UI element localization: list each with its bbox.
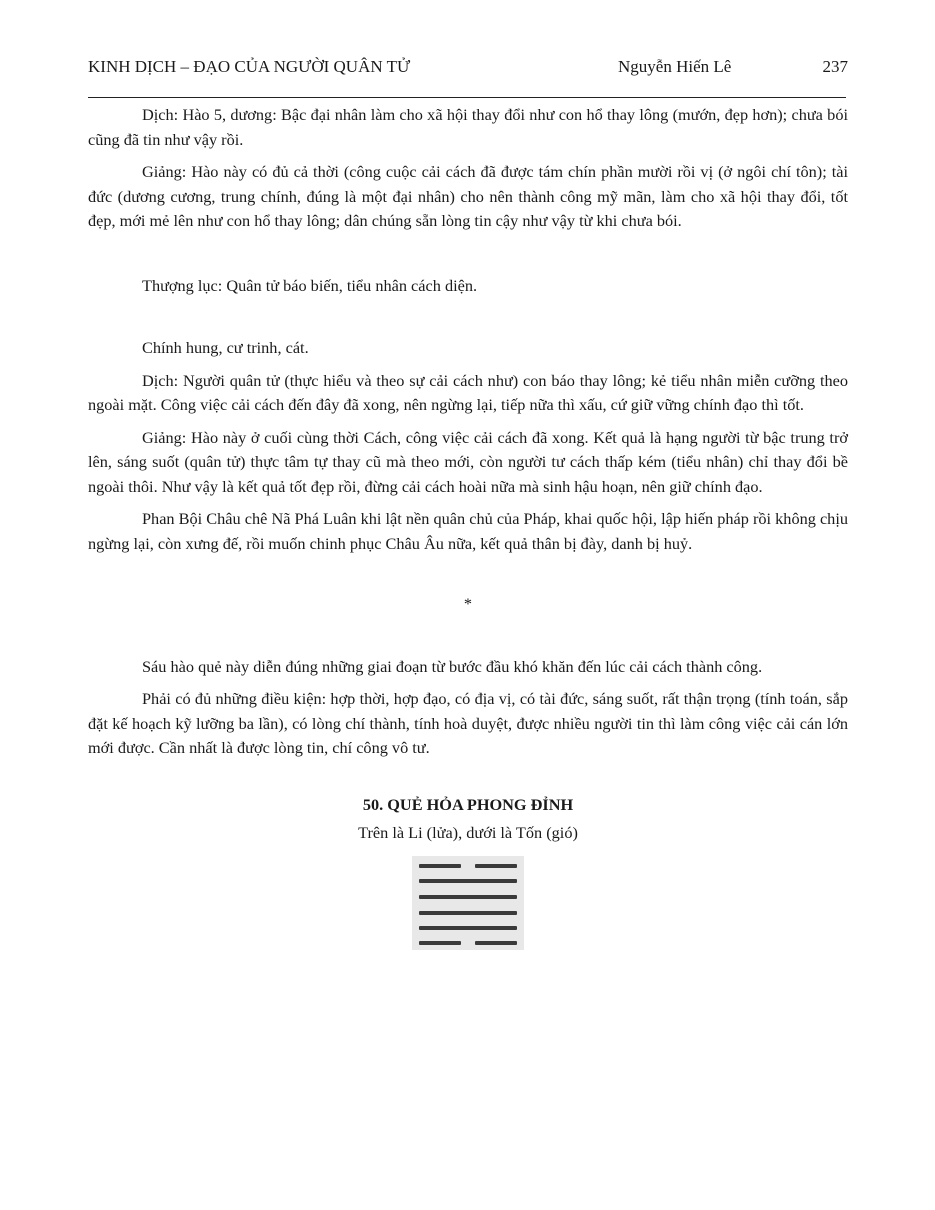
page-header	[88, 57, 848, 81]
section-subtitle: Trên là Li (lửa), dưới là Tốn (gió)	[358, 823, 578, 842]
hexagram-line-3	[419, 911, 517, 915]
hexagram-line-4	[419, 895, 517, 899]
book-title: KINH DỊCH – ĐẠO CỦA NGƯỜI QUÂN TỬ	[88, 57, 411, 76]
paragraph-giang-hao-5: Giảng: Hào này có đủ cả thời (công cuộc cải cách đã được tám chín phần mười rồi vị (ở ngôi chí tôn); tài đức (dương cương, trung chính, đúng là một đại nhân) cho nên thành công mỹ mãn, làm cho xã hội thay đổi, tốt đẹp, mới mẻ lên như con hổ thay lông; dân chúng sẵn lòng tin cậy như vậy từ khi chưa bói.	[88, 162, 848, 230]
section-separator: *	[463, 594, 473, 613]
section-heading: 50. QUẺ HỎA PHONG ĐỈNH	[362, 794, 574, 814]
hexagram-line-6-right	[475, 864, 517, 868]
hexagram-line-1-right	[475, 941, 517, 945]
paragraph-dich-thuong-luc: Dịch: Người quân tử (thực hiểu và theo sự cải cách như) con báo thay lông; kẻ tiểu nhân miễn cưỡng theo ngoài mặt. Công việc cải cách đến đây đã xong, nên ngừng lại, tiếp nữa thì xấu, cứ giữ vững chính đạo thì tốt.	[88, 370, 848, 414]
paragraph-sau-hao: Sáu hào quẻ này diễn đúng những giai đoạn từ bước đầu khó khăn đến lúc cải cách thành công.	[142, 656, 763, 676]
paragraph-giang-thuong-luc: Giảng: Hào này ở cuối cùng thời Cách, công việc cải cách đã xong. Kết quả là hạng người từ bậc trung trở lên, sáng suốt (quân tử) thực tâm tự thay cũ mà theo mới, còn người tư cách thấp kém (tiểu nhân) chỉ thay đổi bề ngoài thôi. Như vậy là kết quả tốt đẹp rồi, đừng cải cách hoài nữa mà sinh hậu hoạn, nên giữ chính đạo.	[88, 427, 848, 496]
hexagram-line-5	[419, 879, 517, 883]
author-name: Nguyễn Hiến Lê	[618, 57, 732, 76]
paragraph-phan-boi-chau: Phan Bội Châu chê Nã Phá Luân khi lật nền quân chủ của Pháp, khai quốc hội, lập hiến pháp rồi không chịu ngừng lại, còn xưng đế, rồi muốn chinh phục Châu Âu nữa, kết quả thân bị đày, danh bị huỷ.	[88, 509, 848, 553]
hexagram-figure	[412, 856, 524, 950]
page-number: 237	[822, 57, 848, 76]
hexagram-line-6-left	[419, 864, 461, 868]
page-body	[88, 103, 848, 950]
header-rule	[88, 97, 846, 98]
hexagram-line-1-left	[419, 941, 461, 945]
paragraph-dich-hao-5: Dịch: Hào 5, dương: Bậc đại nhân làm cho xã hội thay đổi như con hổ thay lông (mướn, đẹp hơn); chưa bói cũng đã tin như vậy rồi.	[88, 105, 848, 149]
hexagram-line-2	[419, 926, 517, 930]
paragraph-chinh-hung: Chính hung, cư trinh, cát.	[142, 338, 309, 357]
paragraph-dieu-kien: Phải có đủ những điều kiện: hợp thời, hợp đạo, có địa vị, có tài đức, sáng suốt, rất thận trọng (tính toán, sắp đặt kế hoạch kỹ lưỡng ba lần), có lòng chí thành, tính hoà duyệt, được nhiều người tin thì làm công việc cải cán lớn mới được. Cần nhất là được lòng tin, chí công vô tư.	[88, 689, 848, 757]
paragraph-thuong-luc: Thượng lục: Quân tử báo biến, tiểu nhân cách diện.	[142, 275, 478, 295]
